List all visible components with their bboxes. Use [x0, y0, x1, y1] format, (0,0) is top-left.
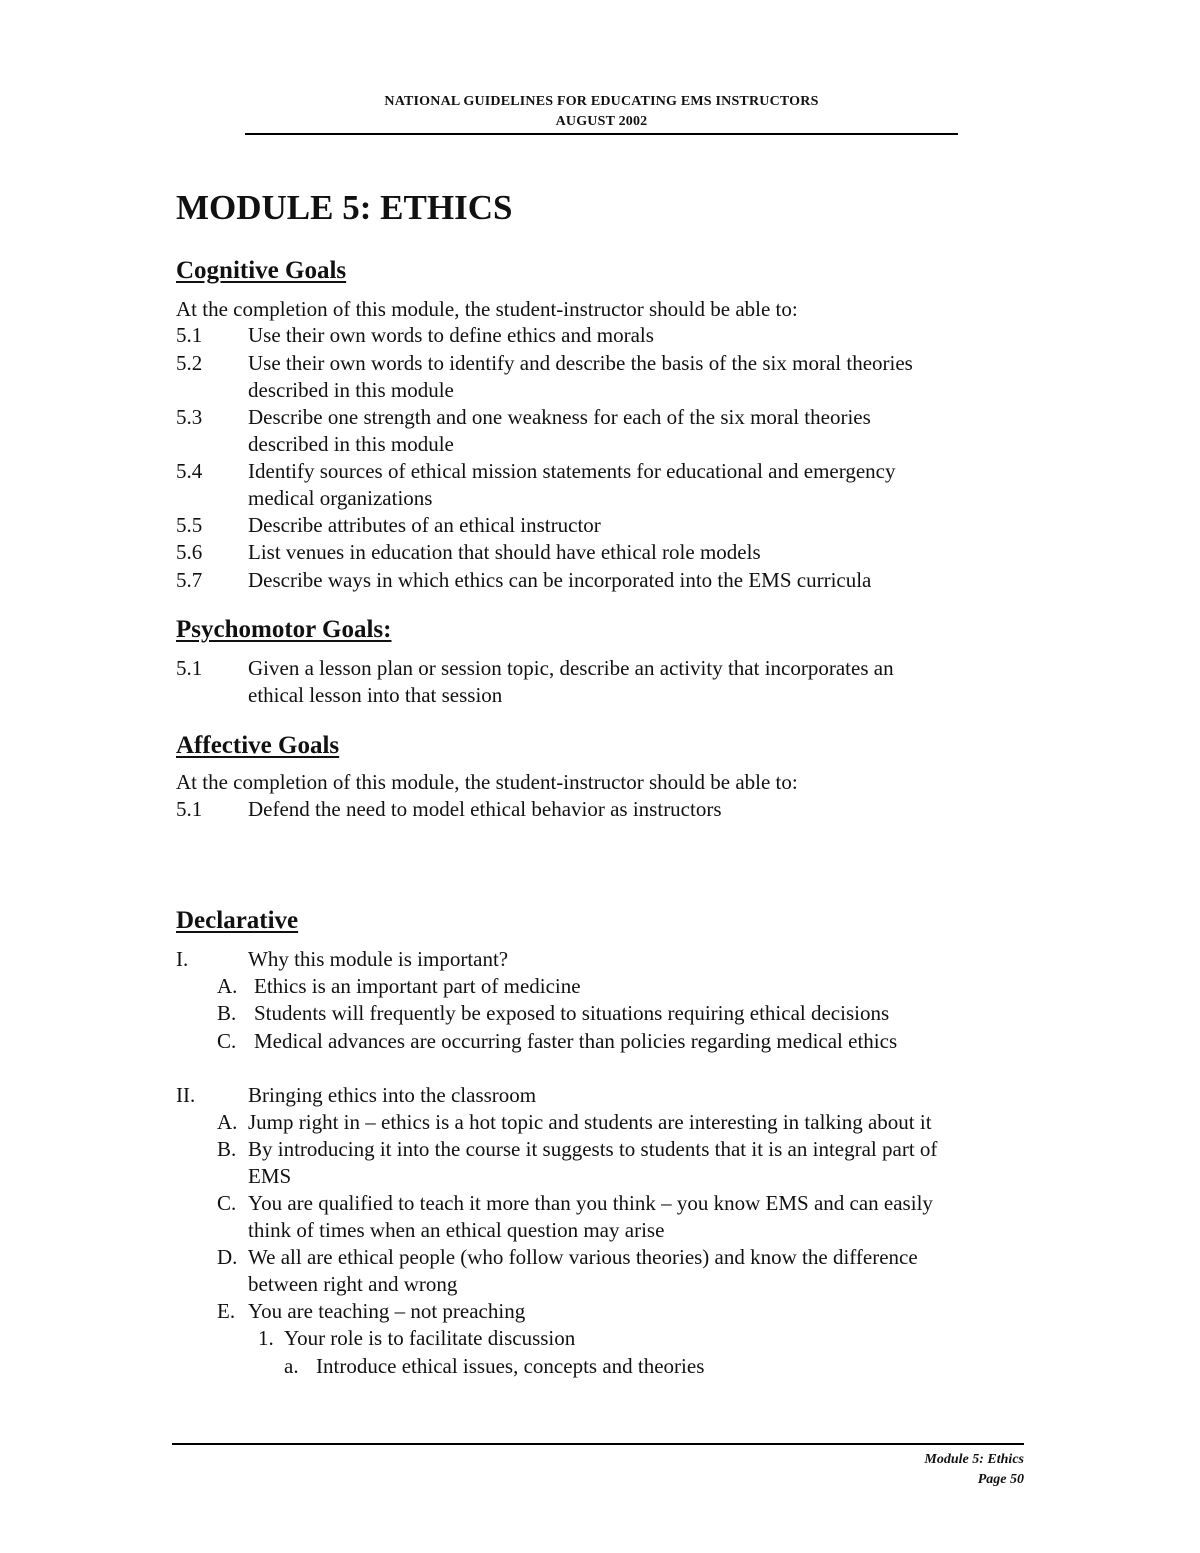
- outline-letter: C.: [217, 1029, 237, 1053]
- outline-subsubitem-text: Introduce ethical issues, concepts and theories: [316, 1354, 705, 1378]
- outline-letter: C.: [217, 1191, 237, 1215]
- outline-letter: A.: [217, 974, 238, 998]
- cognitive-item-text: medical organizations: [248, 486, 433, 510]
- outline-letter: B.: [217, 1137, 237, 1161]
- affective-item-text: Defend the need to model ethical behavior as instructors: [248, 797, 722, 821]
- header-date: AUGUST 2002: [555, 114, 648, 129]
- outline-small-letter: a.: [284, 1354, 299, 1378]
- cognitive-item-text: Describe attributes of an ethical instructor: [248, 513, 601, 537]
- page-title: MODULE 5: ETHICS: [176, 188, 513, 227]
- cognitive-intro: At the completion of this module, the student-instructor should be able to:: [176, 297, 798, 321]
- outline-subitem-text: Your role is to facilitate discussion: [284, 1326, 576, 1350]
- psychomotor-item-text: Given a lesson plan or session topic, describe an activity that incorporates an: [248, 656, 894, 680]
- cognitive-item-number: 5.3: [176, 405, 203, 429]
- outline-number: 1.: [258, 1326, 274, 1350]
- page-footer: [924, 1450, 1024, 1490]
- psychomotor-goals-heading: Psychomotor Goals:: [176, 616, 392, 643]
- cognitive-item-text: described in this module: [248, 432, 454, 456]
- cognitive-item-number: 5.2: [176, 351, 203, 375]
- outline-item-text: You are teaching – not preaching: [248, 1299, 526, 1323]
- outline-item-text: Students will frequently be exposed to situations requiring ethical decisions: [254, 1001, 890, 1025]
- footer-rule: [172, 1443, 1024, 1445]
- outline-item-text: Ethics is an important part of medicine: [254, 974, 581, 998]
- outline-letter: D.: [217, 1245, 238, 1269]
- outline-section-title: Bringing ethics into the classroom: [248, 1083, 537, 1107]
- cognitive-item-number: 5.6: [176, 540, 203, 564]
- header-title: NATIONAL GUIDELINES FOR EDUCATING EMS INSTRUCTORS: [384, 94, 819, 109]
- cognitive-item-number: 5.5: [176, 513, 203, 537]
- outline-letter: A.: [217, 1110, 238, 1134]
- outline-item-text: between right and wrong: [248, 1272, 458, 1296]
- cognitive-item-text: Use their own words to define ethics and morals: [248, 323, 654, 347]
- outline-roman-numeral: II.: [176, 1083, 196, 1107]
- cognitive-item-number: 5.7: [176, 568, 203, 592]
- cognitive-item-text: List venues in education that should have ethical role models: [248, 540, 761, 564]
- outline-roman-numeral: I.: [176, 947, 189, 971]
- affective-item-number: 5.1: [176, 797, 203, 821]
- outline-item-text: You are qualified to teach it more than you think – you know EMS and can easily: [248, 1191, 933, 1215]
- psychomotor-item-text: ethical lesson into that session: [248, 683, 503, 707]
- outline-letter: E.: [217, 1299, 236, 1323]
- running-header: [245, 92, 958, 132]
- cognitive-item-text: Describe one strength and one weakness for each of the six moral theories: [248, 405, 871, 429]
- outline-item-text: By introducing it into the course it suggests to students that it is an integral part of: [248, 1137, 938, 1161]
- declarative-heading: Declarative: [176, 907, 299, 934]
- cognitive-item-text: Describe ways in which ethics can be incorporated into the EMS curricula: [248, 568, 872, 592]
- outline-item-text: We all are ethical people (who follow various theories) and know the difference: [248, 1245, 918, 1269]
- cognitive-item-number: 5.1: [176, 323, 203, 347]
- outline-item-text: EMS: [248, 1164, 292, 1188]
- cognitive-goals-heading: Cognitive Goals: [176, 257, 347, 284]
- cognitive-item-text: Use their own words to identify and describe the basis of the six moral theories: [248, 351, 913, 375]
- affective-goals-heading: Affective Goals: [176, 732, 340, 759]
- outline-item-text: Medical advances are occurring faster than policies regarding medical ethics: [254, 1029, 898, 1053]
- footer-module: Module 5: Ethics: [924, 1452, 1024, 1467]
- cognitive-item-text: Identify sources of ethical mission statements for educational and emergency: [248, 459, 896, 483]
- psychomotor-item-number: 5.1: [176, 656, 203, 680]
- affective-intro: At the completion of this module, the student-instructor should be able to:: [176, 770, 798, 794]
- cognitive-item-text: described in this module: [248, 378, 454, 402]
- cognitive-item-number: 5.4: [176, 459, 203, 483]
- outline-item-text: Jump right in – ethics is a hot topic and students are interesting in talking about it: [248, 1110, 932, 1134]
- outline-item-text: think of times when an ethical question may arise: [248, 1218, 665, 1242]
- outline-letter: B.: [217, 1001, 237, 1025]
- outline-section-title: Why this module is important?: [248, 947, 509, 971]
- header-rule: [245, 133, 958, 135]
- page-number: Page 50: [977, 1472, 1024, 1487]
